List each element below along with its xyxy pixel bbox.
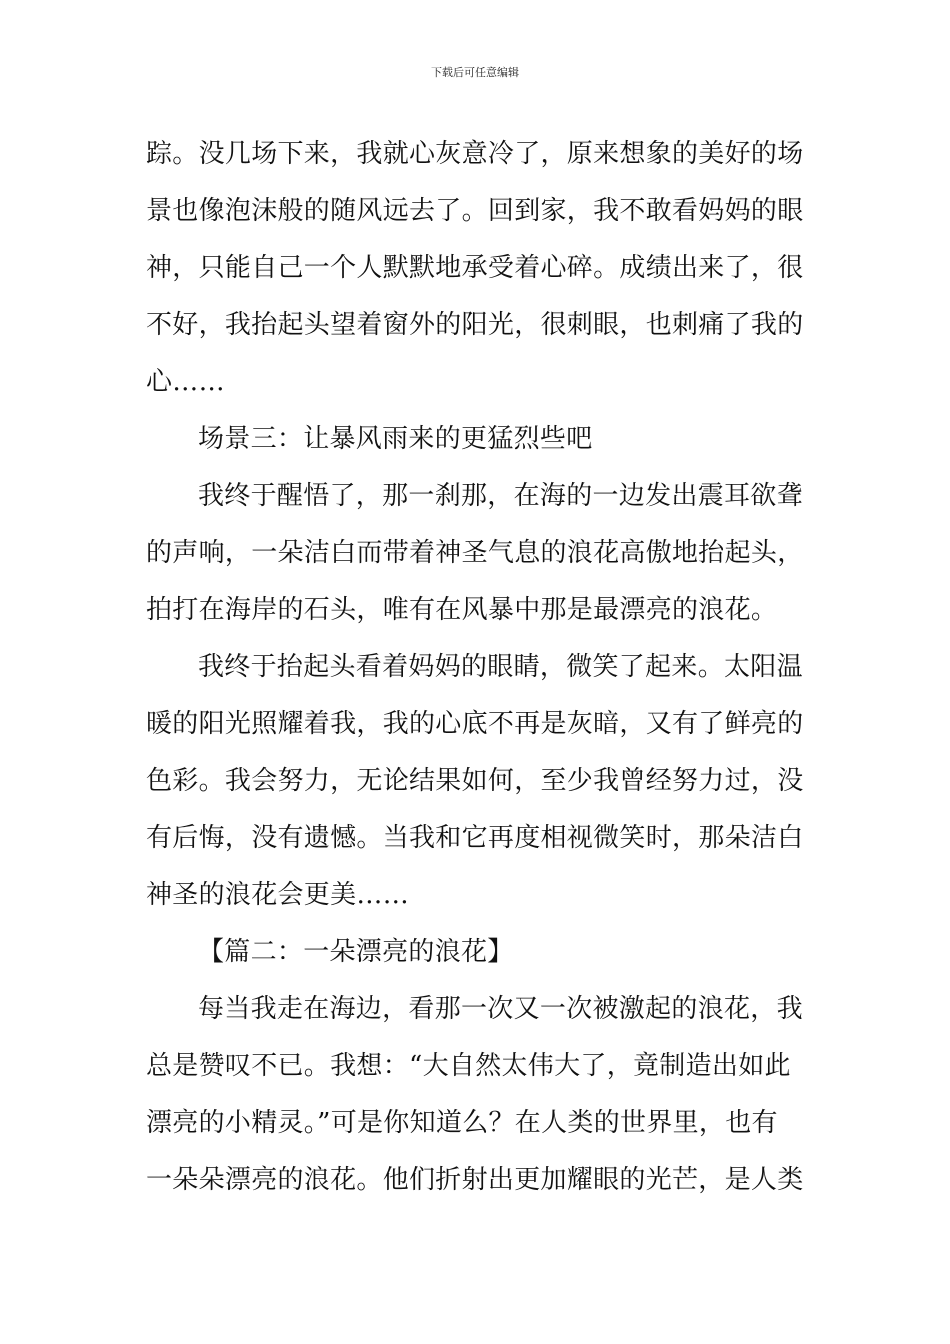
paragraph-start: 我终于醒悟了，那一刹那，在海的一边发出震耳欲聋 [198,481,803,511]
text-line: 拍打在海岸的石头，唯有在风暴中那是最漂亮的浪花。 [146,595,778,625]
text-line: 景也像泡沫般的随风远去了。回到家，我不敢看妈妈的眼 [146,196,804,226]
text-line: 的声响，一朵洁白而带着神圣气息的浪花高傲地抬起头， [146,538,804,568]
text-line: 踪。没几场下来，我就心灰意冷了，原来想象的美好的场 [146,139,804,169]
text-line: 心…… [146,367,225,397]
text-line: 漂亮的小精灵。”可是你知道么？在人类的世界里，也有 [146,1108,778,1138]
text-line: 有后悔，没有遗憾。当我和它再度相视微笑时，那朵洁白 [146,823,804,853]
paragraph-start: 我终于抬起头看着妈妈的眼睛，微笑了起来。太阳温 [198,652,803,682]
text-line: 神圣的浪花会更美…… [146,880,410,910]
text-line: 不好，我抬起头望着窗外的阳光，很刺眼，也刺痛了我的 [146,310,804,340]
text-line: 暖的阳光照耀着我，我的心底不再是灰暗，又有了鲜亮的 [146,709,804,739]
text-line: 色彩。我会努力，无论结果如何，至少我曾经努力过，没 [146,766,804,796]
paragraph-start: 每当我走在海边，看那一次又一次被激起的浪花，我 [198,994,803,1024]
text-line: 总是赞叹不已。我想：“大自然太伟大了，竟制造出如此 [146,1051,791,1081]
document-body [146,126,806,1209]
page-header: 下载后可任意编辑 [431,66,519,79]
chapter-title: 【篇二：一朵漂亮的浪花】 [198,937,514,967]
section-heading: 场景三：让暴风雨来的更猛烈些吧 [198,424,593,454]
text-line: 神，只能自己一个人默默地承受着心碎。成绩出来了，很 [146,253,804,283]
text-line: 一朵朵漂亮的浪花。他们折射出更加耀眼的光芒，是人类 [146,1165,804,1195]
